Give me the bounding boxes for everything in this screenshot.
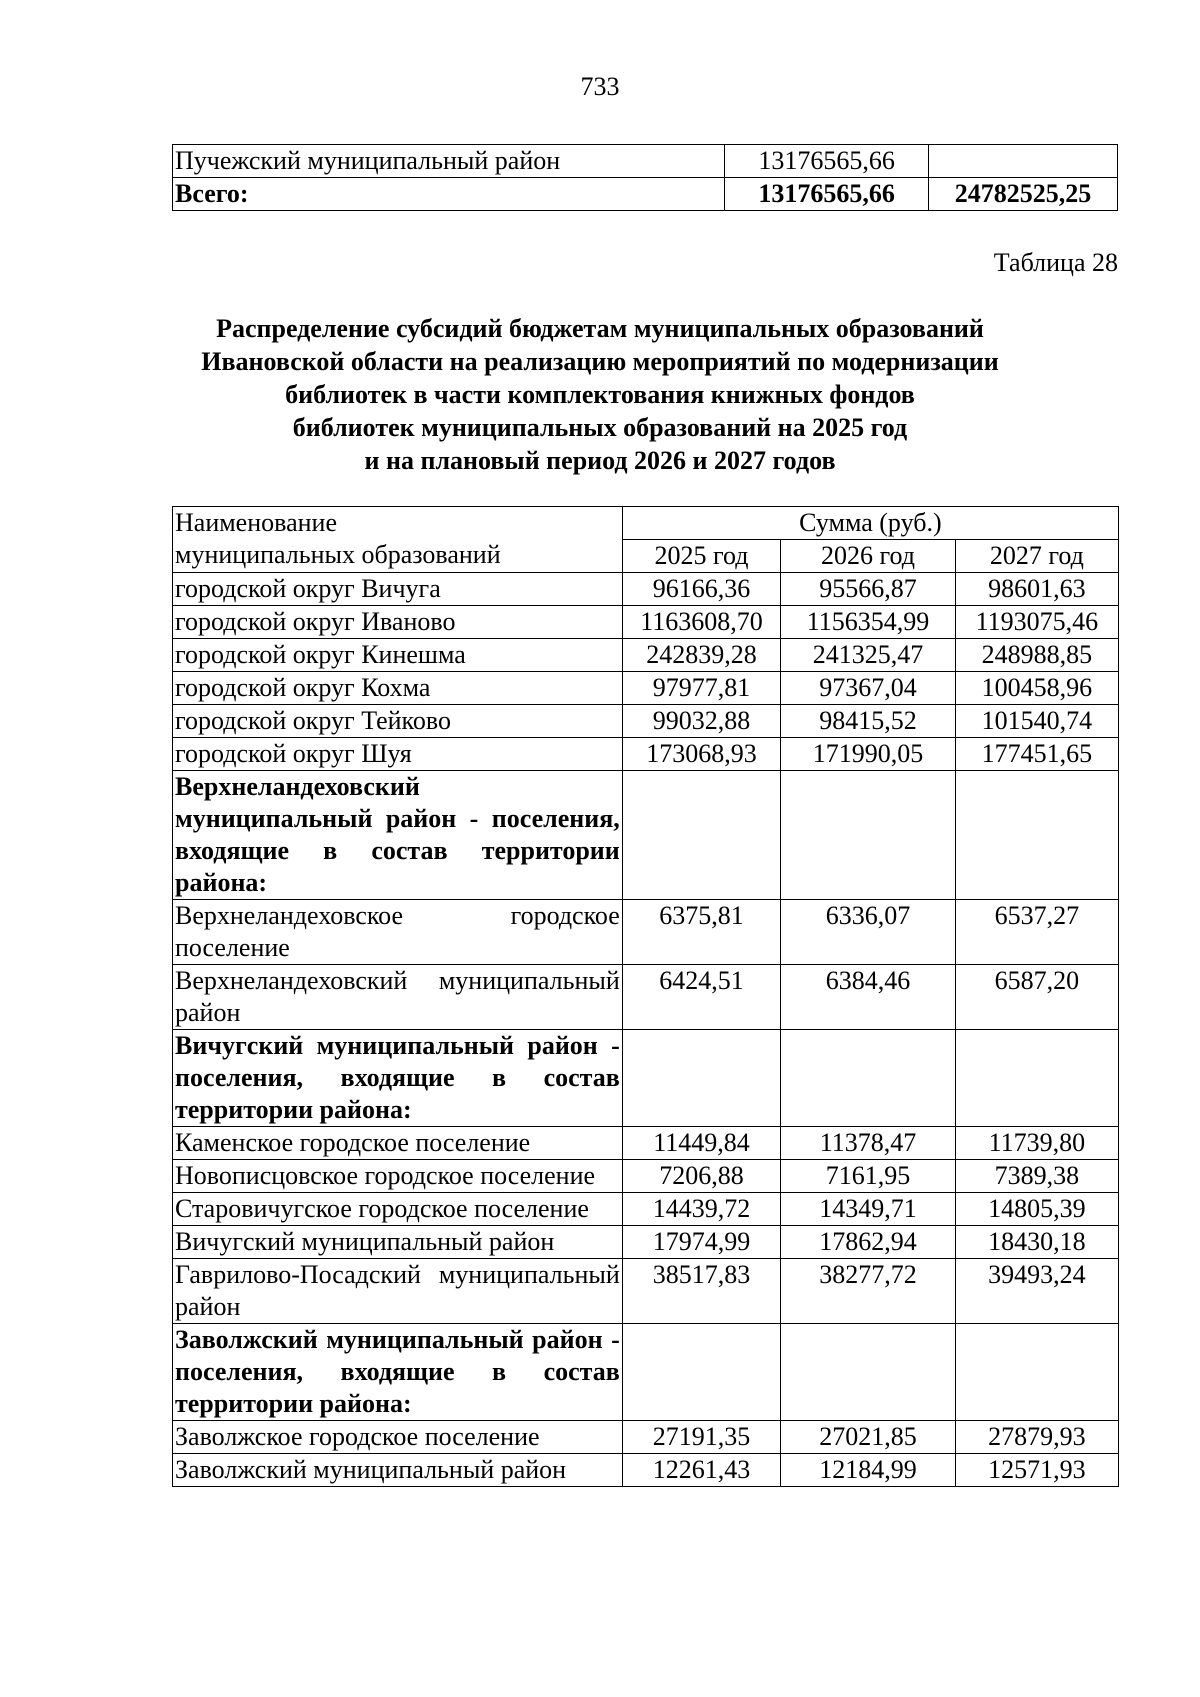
table-row: [173, 738, 1119, 771]
row-value: 173068,93: [622, 738, 780, 771]
row-value: 6537,27: [955, 900, 1118, 965]
row-name: городской округ Кохма: [173, 672, 623, 705]
header-year-cell: 2025 год: [622, 540, 780, 573]
table-row: [173, 1259, 1119, 1324]
row-value: 13176565,66: [725, 178, 929, 211]
row-value: 38277,72: [781, 1259, 956, 1324]
header-year-cell: 2027 год: [955, 540, 1118, 573]
table-row: [173, 1160, 1119, 1193]
row-name: Заволжское городское поселение: [173, 1421, 623, 1454]
row-value: 17974,99: [622, 1226, 780, 1259]
row-value: 12571,93: [955, 1454, 1118, 1487]
table-row: [173, 1127, 1119, 1160]
table-row: [173, 1193, 1119, 1226]
row-value: 12184,99: [781, 1454, 956, 1487]
row-value: 98601,63: [955, 573, 1118, 606]
title-line: и на плановый период 2026 и 2027 годов: [364, 446, 836, 475]
row-value: 98415,52: [781, 705, 956, 738]
row-name: городской округ Шуя: [173, 738, 623, 771]
row-value: [955, 1324, 1118, 1421]
row-value: 18430,18: [955, 1226, 1118, 1259]
table-row: [173, 705, 1119, 738]
header-name-line: муниципальных образований: [175, 540, 501, 569]
row-value: 14805,39: [955, 1193, 1118, 1226]
row-value: 7161,95: [781, 1160, 956, 1193]
previous-table-continuation: [172, 144, 1118, 211]
group-row: [173, 1030, 1119, 1127]
table-row: [173, 573, 1119, 606]
page-number: 733: [580, 72, 620, 101]
title-line: библиотек в части комплектования книжных фондов: [285, 380, 915, 409]
row-name: Верхнеландеховский муниципальный район - поселения, входящие в состав территории района:: [173, 771, 623, 900]
row-value: [955, 771, 1118, 900]
row-value: 14439,72: [622, 1193, 780, 1226]
row-name: Заволжский муниципальный район: [173, 1454, 623, 1487]
row-name: Вичугский муниципальный район: [173, 1226, 623, 1259]
table-row: [173, 672, 1119, 705]
row-value: 1163608,70: [622, 606, 780, 639]
row-value: 14349,71: [781, 1193, 956, 1226]
row-name: Гаврилово-Посадский муниципальный район: [173, 1259, 623, 1324]
row-value: 27191,35: [622, 1421, 780, 1454]
title-line: Распределение субсидий бюджетам муниципальных образований: [216, 314, 984, 343]
row-value: 24782525,25: [928, 178, 1117, 211]
row-value: 7389,38: [955, 1160, 1118, 1193]
row-name: городской округ Вичуга: [173, 573, 623, 606]
row-value: [622, 1324, 780, 1421]
row-value: 7206,88: [622, 1160, 780, 1193]
table-header-row: [173, 507, 1119, 540]
row-value: 248988,85: [955, 639, 1118, 672]
document-title: [0, 312, 1200, 477]
row-value: [781, 1030, 956, 1127]
row-name: Старовичугское городское поселение: [173, 1193, 623, 1226]
title-line: Ивановской области на реализацию мероприятий по модернизации: [201, 347, 999, 376]
table-label: Таблица 28: [993, 248, 1118, 277]
row-value: 6424,51: [622, 965, 780, 1030]
row-value: 6384,46: [781, 965, 956, 1030]
row-value: 97977,81: [622, 672, 780, 705]
row-name: Верхнеландеховский муниципальный район: [173, 965, 623, 1030]
row-value: 241325,47: [781, 639, 956, 672]
row-value: [622, 771, 780, 900]
row-value: 1156354,99: [781, 606, 956, 639]
row-value: 95566,87: [781, 573, 956, 606]
row-name: городской округ Иваново: [173, 606, 623, 639]
table-row: [173, 1454, 1119, 1487]
row-value: 171990,05: [781, 738, 956, 771]
header-year-cell: 2026 год: [781, 540, 956, 573]
row-value: 6375,81: [622, 900, 780, 965]
row-value: 97367,04: [781, 672, 956, 705]
row-name: городской округ Тейково: [173, 705, 623, 738]
total-row: [173, 178, 1118, 211]
group-row: [173, 1324, 1119, 1421]
row-name: Верхнеландеховское городское поселение: [173, 900, 623, 965]
row-name: городской округ Кинешма: [173, 639, 623, 672]
table-row: [173, 639, 1119, 672]
row-value: [781, 771, 956, 900]
table-row: [173, 1226, 1119, 1259]
row-value: 12261,43: [622, 1454, 780, 1487]
row-name: Вичугский муниципальный район - поселения, входящие в состав территории района:: [173, 1030, 623, 1127]
row-name: Всего:: [173, 178, 725, 211]
row-value: 39493,24: [955, 1259, 1118, 1324]
row-value: 1193075,46: [955, 606, 1118, 639]
row-value: 242839,28: [622, 639, 780, 672]
header-name-cell: [173, 507, 623, 573]
header-sum-cell: Сумма (руб.): [622, 507, 1118, 540]
row-value: 13176565,66: [725, 145, 929, 178]
row-value: [622, 1030, 780, 1127]
row-value: 177451,65: [955, 738, 1118, 771]
row-value: 27879,93: [955, 1421, 1118, 1454]
row-value: [928, 145, 1117, 178]
row-value: 11739,80: [955, 1127, 1118, 1160]
row-name: Заволжский муниципальный район - поселения, входящие в состав территории района:: [173, 1324, 623, 1421]
row-value: 96166,36: [622, 573, 780, 606]
row-value: 99032,88: [622, 705, 780, 738]
row-name: Новописцовское городское поселение: [173, 1160, 623, 1193]
table-row: [173, 145, 1118, 178]
row-value: 6587,20: [955, 965, 1118, 1030]
group-row: [173, 771, 1119, 900]
table-row: [173, 965, 1119, 1030]
header-name-line: Наименование: [175, 508, 337, 537]
title-line: библиотек муниципальных образований на 2025 год: [292, 413, 908, 442]
subsidy-table: [172, 506, 1119, 1487]
row-value: 11378,47: [781, 1127, 956, 1160]
row-value: 11449,84: [622, 1127, 780, 1160]
row-name: Каменское городское поселение: [173, 1127, 623, 1160]
row-value: 17862,94: [781, 1226, 956, 1259]
row-value: 38517,83: [622, 1259, 780, 1324]
table-row: [173, 900, 1119, 965]
table-row: [173, 1421, 1119, 1454]
table-row: [173, 606, 1119, 639]
row-value: 6336,07: [781, 900, 956, 965]
row-value: 27021,85: [781, 1421, 956, 1454]
row-value: 101540,74: [955, 705, 1118, 738]
row-value: [781, 1324, 956, 1421]
row-name: Пучежский муниципальный район: [173, 145, 725, 178]
row-value: [955, 1030, 1118, 1127]
row-value: 100458,96: [955, 672, 1118, 705]
